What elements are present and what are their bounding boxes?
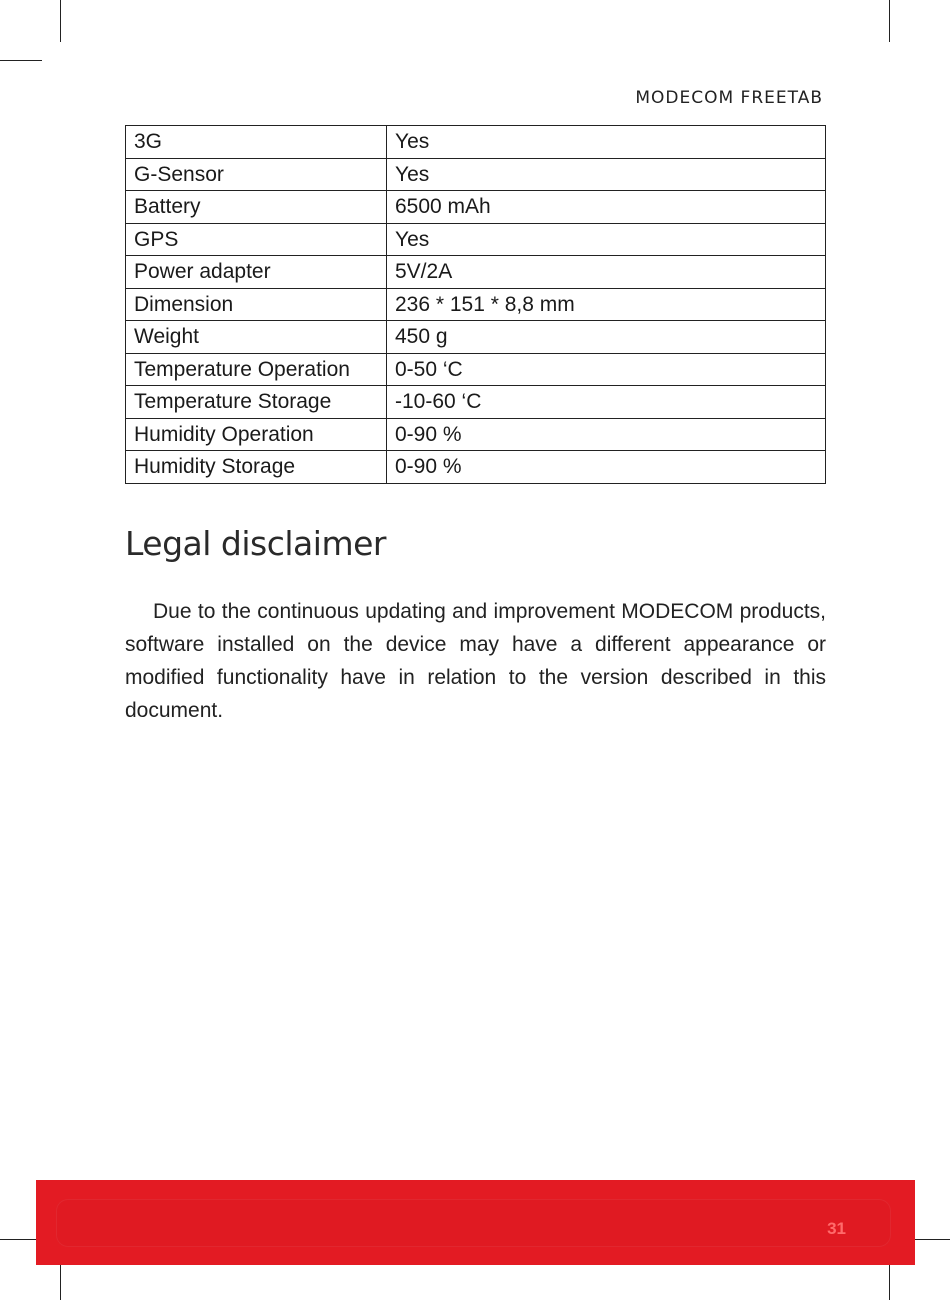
table-row <box>126 386 826 419</box>
table-row <box>126 256 826 289</box>
spec-label: Temperature Operation <box>126 353 387 386</box>
table-row <box>126 158 826 191</box>
section-heading-legal-disclaimer: Legal disclaimer <box>125 524 386 563</box>
spec-value: 6500 mAh <box>387 191 826 224</box>
spec-label: Humidity Operation <box>126 418 387 451</box>
spec-value: -10-60 ‘C <box>387 386 826 419</box>
spec-value: 0-90 % <box>387 451 826 484</box>
page-number: 31 <box>827 1219 846 1238</box>
spec-value: Yes <box>387 126 826 159</box>
spec-value: 450 g <box>387 321 826 354</box>
crop-mark-top-right-vertical <box>889 0 890 42</box>
footer-band <box>36 1180 915 1265</box>
legal-disclaimer-paragraph: Due to the continuous updating and improvement MODECOM products, software installed on the device may have a different appearance or modified functionality have in relation to the version described in this document. <box>125 600 826 722</box>
table-row <box>126 126 826 159</box>
table-row <box>126 191 826 224</box>
spec-label: Temperature Storage <box>126 386 387 419</box>
running-header: MODECOM FREETAB <box>635 88 823 108</box>
spec-label: Dimension <box>126 288 387 321</box>
footer-inner-panel <box>56 1199 891 1247</box>
spec-label: Power adapter <box>126 256 387 289</box>
spec-value: Yes <box>387 223 826 256</box>
table-row <box>126 418 826 451</box>
spec-value: 5V/2A <box>387 256 826 289</box>
spec-label: GPS <box>126 223 387 256</box>
table-row <box>126 451 826 484</box>
table-row <box>126 223 826 256</box>
spec-label: Humidity Storage <box>126 451 387 484</box>
table-row <box>126 353 826 386</box>
spec-value: 0-50 ‘C <box>387 353 826 386</box>
spec-value: 236 * 151 * 8,8 mm <box>387 288 826 321</box>
crop-mark-top-left-vertical <box>60 0 61 42</box>
table-row <box>126 321 826 354</box>
spec-label: Battery <box>126 191 387 224</box>
spec-label: Weight <box>126 321 387 354</box>
table-row <box>126 288 826 321</box>
crop-mark-top-left-horizontal <box>0 60 42 61</box>
spec-value: Yes <box>387 158 826 191</box>
spec-label: 3G <box>126 126 387 159</box>
specifications-table <box>125 125 826 484</box>
spec-value: 0-90 % <box>387 418 826 451</box>
spec-label: G-Sensor <box>126 158 387 191</box>
